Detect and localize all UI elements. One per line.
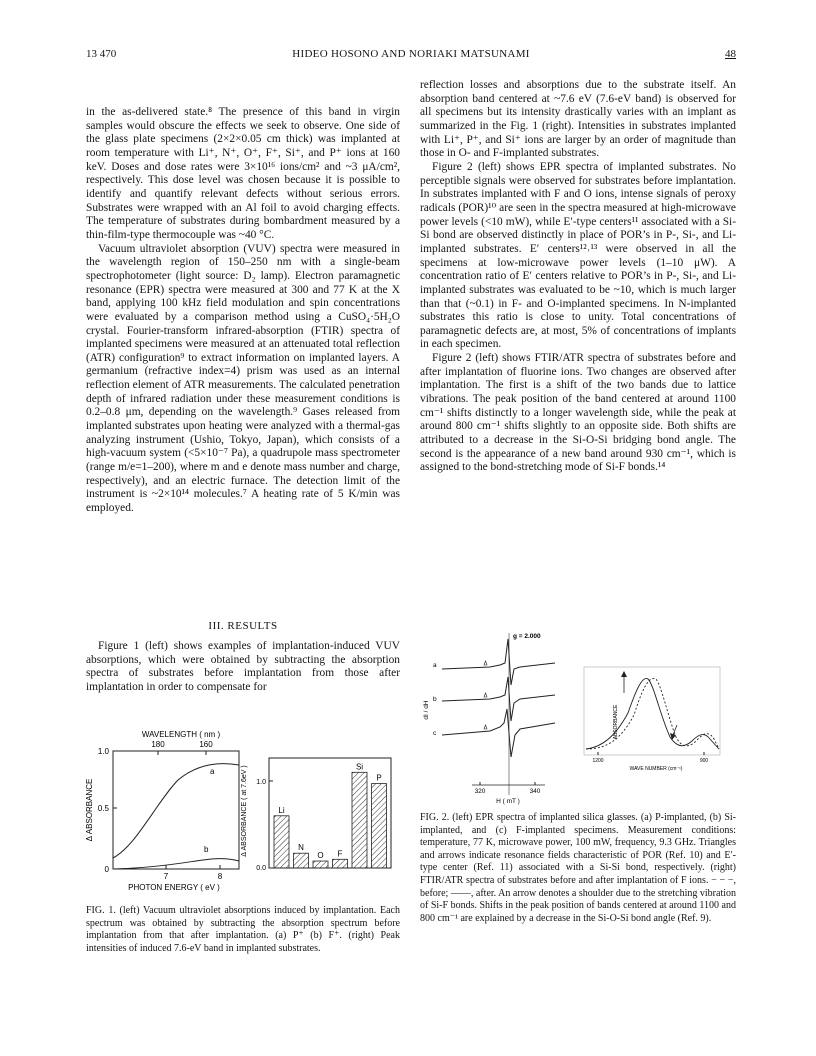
fig2-y-label: dI / dH: [423, 700, 430, 720]
section-heading: III. RESULTS: [208, 620, 278, 632]
por-triangle-marker: [484, 693, 487, 697]
fig1-left-chart: [85, 730, 239, 892]
fig1-left-frame: [113, 751, 239, 869]
fig2-g-label: g = 2.000: [513, 633, 541, 640]
bar-label: Si: [355, 762, 364, 772]
fig1-x-tick: 7: [163, 872, 169, 881]
bar-li: [274, 816, 289, 868]
fig1-curve-a: [113, 764, 239, 858]
fig1-right-chart: [241, 758, 391, 872]
paragraph: Figure 2 (left) shows FTIR/ATR spectra of substrates before and after implantation of fluorine ions. Two changes are observed after implantation. The first is a shift of the two bands due to lattice vibrations. The peak position of the band centered at around 1100 cm⁻¹ shifts distinctly to a longer wavelength side, while the peak at around 800 cm⁻¹ shifts slightly to an opposite side. Both shifts are attributed to a decrease in the Si-O-Si bridging bond angle. The second is the appearance of a new band around 930 cm⁻¹, which is assigned to the bond-stretching mode of Si-F bonds.¹⁴: [420, 352, 736, 474]
por-triangle-marker: [484, 725, 487, 729]
fig1-curve-label-b: b: [204, 845, 209, 854]
epr-x-tick: 340: [529, 788, 541, 795]
left-column: [86, 106, 400, 516]
fig1-bar-y-tick: 0.0: [256, 865, 266, 872]
epr-trace-a: [442, 639, 555, 685]
fig1-x-label: PHOTON ENERGY ( eV ): [128, 883, 220, 892]
figure-1-caption: FIG. 1. (left) Vacuum ultraviolet absorptions induced by implantation. Each spectrum was obtained by subtracting the absorption spectrum before implantation from that after implantation. (a) P⁺ (b) F⁺. (right) Peak intensities of induced 7.6-eV band in implanted substrates.: [86, 905, 400, 954]
paragraph: reflection losses and absorptions due to the substrate itself. An absorption band centered at ~7.6 eV (7.6-eV band) is observed for all specimens but its intensity drastically varies with an implant as summarized in the Fig. 1 (right). Intensities in substrates implanted with Li⁺, P⁺, and Si⁺ ions are larger by an order of magnitude than those in O- and F-implanted substrates.: [420, 79, 736, 160]
fig1-bar-y-tick: 1.0: [256, 779, 266, 786]
bar-label: Li: [278, 805, 285, 815]
page-number: 13 470: [86, 48, 117, 60]
fig1-y-tick: 1.0: [97, 747, 109, 756]
running-header: [86, 48, 736, 64]
fig1-top-axis-label: WAVELENGTH ( nm ): [141, 730, 221, 739]
por-triangle-marker: [484, 661, 487, 665]
fig1-bar-y-label: Δ ABSORBANCE ( at 7.6eV ): [241, 765, 248, 857]
epr-trace-label: a: [433, 662, 437, 669]
fig2-right-chart: [584, 667, 720, 772]
ftir-x-label: WAVE NUMBER (cm⁻¹): [629, 766, 683, 772]
epr-trace-c: [442, 709, 555, 757]
paragraph: Figure 2 (left) shows EPR spectra of implanted substrates. No perceptible signals were observed for substrates before implantation. In substrates implanted with F and O ions, intense signals of peroxy radicals (POR)¹⁰ are seen in the spectra measured at high-microwave power levels (<10 mW), while E′-type centers¹¹ associated with a Si-Si bond are observed distinctly in place of POR’s in P-, Si-, and Li-implanted substrates. E′ centers¹²˒¹³ were observed in all the specimens at low-microwave power levels (1–10 μW). A concentration ratio of E′ centers relative to POR’s in P-, Si-, and Li-implanted substrates was evaluated to be ~10, which is much larger than that (~0.1) in F- and O-implanted specimens. In N-implanted substrates this ratio is close to unity. Total concentrations of paramagnetic defects are, at most, 5% of concentrations of implants in each specimen.: [420, 160, 736, 351]
figure-2: [420, 625, 736, 805]
figure-1: [86, 728, 400, 898]
results-paragraph: Figure 1 (left) shows examples of implantation-induced VUV absorptions, which were obtained by subtracting the absorption spectra of substrates before implantation from those after implantation in order to compensate for: [86, 640, 400, 693]
epr-trace-b: [442, 677, 555, 721]
bar-label: P: [376, 773, 382, 783]
bar-p: [372, 784, 387, 868]
bar-label: N: [298, 843, 304, 853]
right-column: [420, 79, 736, 475]
bar-o: [313, 861, 328, 868]
epr-x-label: H ( mT ): [496, 798, 520, 805]
epr-trace-label: c: [433, 730, 437, 737]
ftir-x-tick: 1200: [592, 758, 604, 764]
epr-x-tick: 320: [474, 788, 486, 795]
fig1-top-tick: 180: [151, 740, 165, 749]
fig1-x-tick: 8: [217, 872, 223, 881]
fig2-left-chart: [423, 633, 555, 805]
paragraph: Vacuum ultraviolet absorption (VUV) spectra were measured in the wavelength region of 150–250 nm with a single-beam spectrophotometer (light source: D₂ lamp). Electron paramagnetic resonance (EPR) spectra were measured at 300 and 77 K at the X band, applying 100 kHz field modulation and spin concentrations were evaluated by a comparison method using a CuSO₄·5H₂O crystal. Fourier-transform infrared-absorption (FTIR) spectra of implanted specimens were measured at an attenuated total reflection (ATR) configuration⁹ to extract information on implanted layers. A germanium (refractive index=4) prism was used as an internal reflection element of ATR measurements. The calculated penetration depth of infrared radiation under these measurement conditions is 0.2–0.8 μm, depending on the wavelength.⁹ Gases released from implanted substrates upon heating were analyzed with a thermal-gas analyzing instrument (Ushio, Tokyo, Japan), which consists of a high-vacuum system (<5×10⁻⁷ Pa), a quadrupole mass spectrometer (range m/e=1–200), where m and e denote mass number and charge, respectively), and an electric furnace. The detection limit of the instrument is ~2×10¹⁴ molecules.⁷ A heating rate of 5 K/min was employed.: [86, 242, 400, 515]
fig1-y-tick: 0.5: [97, 804, 109, 813]
figure-2-caption: FIG. 2. (left) EPR spectra of implanted silica glasses. (a) P-implanted, (b) Si-implanted, and (c) F-implanted specimens. Measurement conditions: temperature, 77 K, microwave power, 100 mW, frequency, 9.3 GHz. Triangles and arrows indicate resonance fields characteristic of POR (Ref. 10) and E′-type center (Ref. 11) associated with a Si-Si bond, respectively. (right) FTIR/ATR spectra of substrates before and after implantation of F ions. − − −, before; ——, after. An arrow denotes a shoulder due to the stretching vibration of Si-F bonds. Shifts in the peak position of bands centered at around 1100 and 800 cm⁻¹ are explained by a decrease in the Si-O-Si bond angle (Ref. 9).: [420, 812, 736, 924]
fig1-y-tick: 0: [104, 865, 109, 874]
ftir-x-tick: 900: [699, 758, 709, 764]
fig1-curve-label-a: a: [210, 767, 215, 776]
fig1-top-tick: 160: [199, 740, 213, 749]
volume-number: 48: [725, 48, 736, 60]
epr-trace-label: b: [433, 696, 437, 703]
bar-label: F: [337, 849, 343, 859]
bar-n: [294, 853, 309, 868]
bar-label: O: [317, 851, 324, 861]
bar-si: [352, 772, 367, 868]
bar-f: [333, 859, 348, 868]
ftir-after-curve: [586, 678, 719, 749]
running-title: HIDEO HOSONO AND NORIAKI MATSUNAMI: [292, 48, 530, 60]
ftir-y-label: ABSORBANCE: [613, 704, 619, 740]
ftir-before-curve: [586, 678, 719, 749]
fig1-y-label: Δ ABSORBANCE: [85, 778, 94, 842]
paragraph: in the as-delivered state.⁸ The presence of this band in virgin samples would obscure the effects we seek to observe. One side of the glass plate specimens (2×2×0.05 cm thick) was implanted at room temperature with Li⁺, N⁺, O⁺, F⁺, Si⁺, and P⁺ ions at 160 keV. Doses and dose rates were 3×10¹⁶ ions/cm² and ~3 μA/cm², respectively. This dose level was chosen because it is possible to identify and quantify relevant defects without serious errors. Substrates were wrapped with an Al foil to avoid charging effects. The temperature of substrates during bombardment measured by a thin-film-type thermocouple was ~40 °C.: [86, 106, 400, 241]
